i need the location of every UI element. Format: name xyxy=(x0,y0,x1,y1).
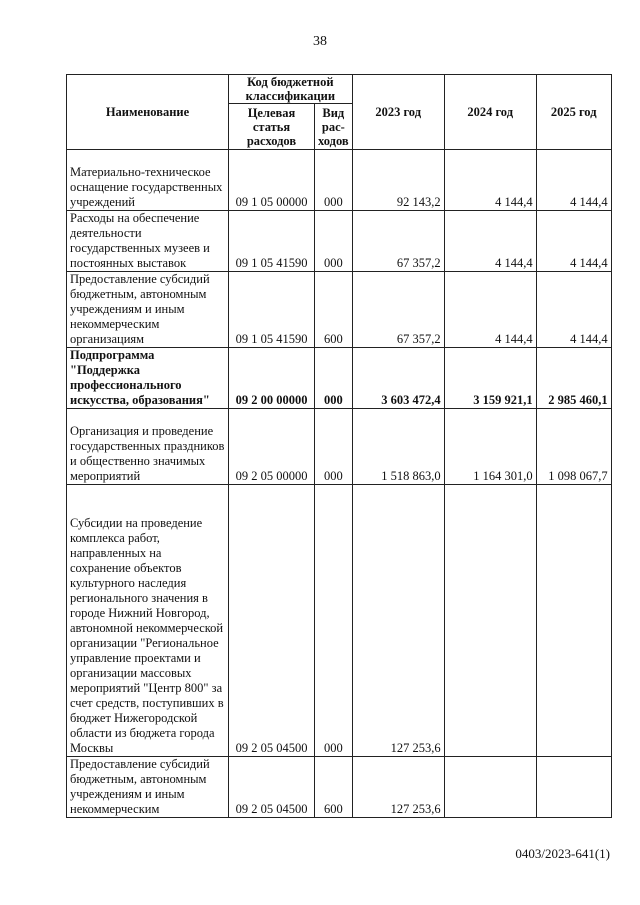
row-name: Субсидии на проведение комплекса работ, направленных на сохранение объектов культурного наследия регионального значения в городе Нижний Новгород, автономной некоммерческой организации "Региональное управление проектами и организации массовых мероприятий "Центр 800" за счет средств, поступивших в бюджет Нижегородской области из бюджета города Москвы xyxy=(67,485,229,757)
row-2023: 1 518 863,0 xyxy=(352,409,444,485)
row-2023: 127 253,6 xyxy=(352,485,444,757)
row-target-article: 09 2 05 04500 xyxy=(229,757,315,818)
budget-table xyxy=(66,74,612,818)
row-2024 xyxy=(444,485,536,757)
row-2024: 4 144,4 xyxy=(444,211,536,272)
row-2025 xyxy=(536,485,611,757)
row-2025 xyxy=(536,757,611,818)
document-number: 0403/2023-641(1) xyxy=(515,846,610,861)
header-target-article: Целевая статья расходов xyxy=(229,104,315,150)
row-2023: 127 253,6 xyxy=(352,757,444,818)
row-2023: 3 603 472,4 xyxy=(352,348,444,409)
table-row xyxy=(67,272,612,348)
row-target-article: 09 2 05 04500 xyxy=(229,485,315,757)
header-year-2023: 2023 год xyxy=(352,75,444,150)
table-row xyxy=(67,485,612,757)
table-row xyxy=(67,150,612,211)
row-expense-type: 600 xyxy=(315,757,353,818)
row-2024: 3 159 921,1 xyxy=(444,348,536,409)
row-target-article: 09 1 05 41590 xyxy=(229,272,315,348)
row-name: Предоставление субсидий бюджетным, автономным учреждениям и иным некоммерческим xyxy=(67,757,229,818)
row-name: Расходы на обеспечение деятельности государственных музеев и постоянных выставок xyxy=(67,211,229,272)
row-expense-type: 000 xyxy=(315,150,353,211)
page-number: 38 xyxy=(313,34,327,49)
row-name: Предоставление субсидий бюджетным, автономным учреждениям и иным некоммерческим организациям xyxy=(67,272,229,348)
header-kbk-group: Код бюджетной классификации xyxy=(229,75,353,104)
row-expense-type: 000 xyxy=(315,211,353,272)
header-expense-type: Вид рас-ходов xyxy=(315,104,353,150)
row-2024: 1 164 301,0 xyxy=(444,409,536,485)
row-2025: 4 144,4 xyxy=(536,150,611,211)
row-expense-type: 000 xyxy=(315,485,353,757)
table-row xyxy=(67,211,612,272)
header-name: Наименование xyxy=(67,75,229,150)
row-2024 xyxy=(444,757,536,818)
table-row-subprogram xyxy=(67,348,612,409)
row-2023: 92 143,2 xyxy=(352,150,444,211)
header-year-2024: 2024 год xyxy=(444,75,536,150)
table-row xyxy=(67,409,612,485)
table-row xyxy=(67,757,612,818)
row-target-article: 09 1 05 00000 xyxy=(229,150,315,211)
row-expense-type: 600 xyxy=(315,272,353,348)
row-2023: 67 357,2 xyxy=(352,211,444,272)
row-expense-type: 000 xyxy=(315,409,353,485)
header-year-2025: 2025 год xyxy=(536,75,611,150)
row-2025: 1 098 067,7 xyxy=(536,409,611,485)
row-expense-type: 000 xyxy=(315,348,353,409)
row-name: Материально-техническое оснащение государственных учреждений xyxy=(67,150,229,211)
row-name: Подпрограмма "Поддержка профессионального искусства, образования" xyxy=(67,348,229,409)
row-name: Организация и проведение государственных праздников и общественно значимых мероприятий xyxy=(67,409,229,485)
row-2025: 2 985 460,1 xyxy=(536,348,611,409)
row-2025: 4 144,4 xyxy=(536,272,611,348)
row-target-article: 09 2 05 00000 xyxy=(229,409,315,485)
row-2024: 4 144,4 xyxy=(444,150,536,211)
row-2023: 67 357,2 xyxy=(352,272,444,348)
row-2024: 4 144,4 xyxy=(444,272,536,348)
row-2025: 4 144,4 xyxy=(536,211,611,272)
row-target-article: 09 2 00 00000 xyxy=(229,348,315,409)
row-target-article: 09 1 05 41590 xyxy=(229,211,315,272)
